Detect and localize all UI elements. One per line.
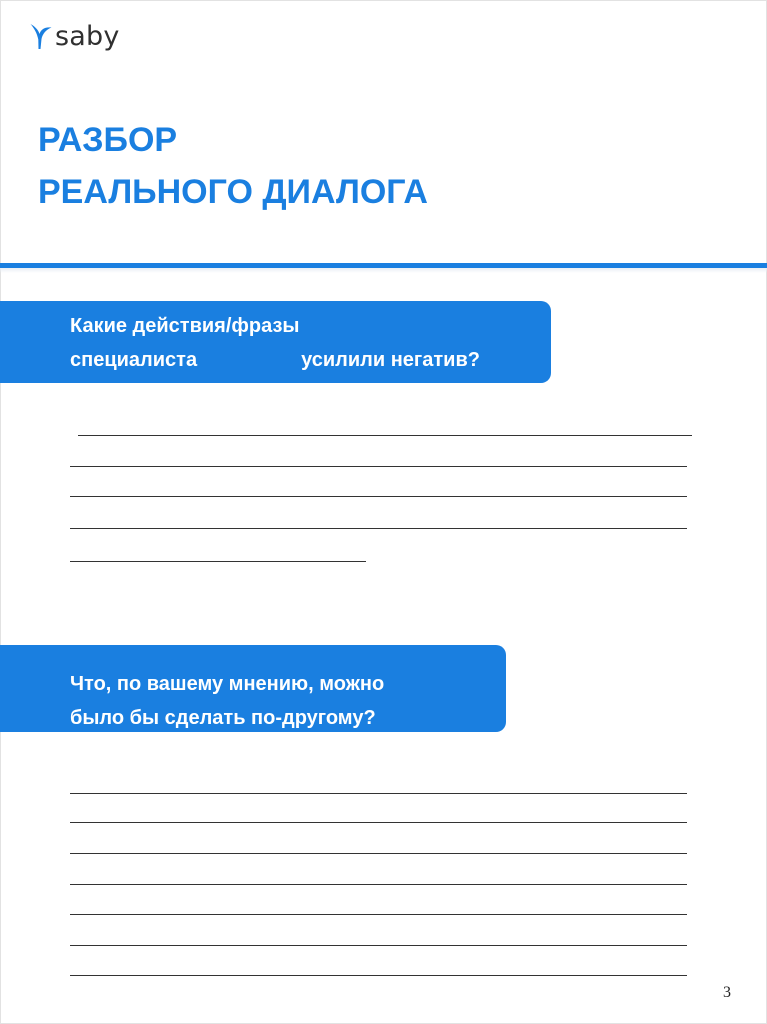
- answer-line[interactable]: [70, 853, 687, 854]
- page-title: [38, 114, 428, 218]
- answer-line[interactable]: [70, 945, 687, 946]
- question-1-line2-part1: специалиста: [70, 349, 198, 371]
- question-1-line2-part2: усилили негатив?: [301, 349, 480, 371]
- answer-line[interactable]: [70, 884, 687, 885]
- answer-line[interactable]: [70, 528, 687, 529]
- page-title-line1: РАЗБОР: [38, 121, 178, 159]
- page-number: 3: [723, 984, 731, 1001]
- answer-line[interactable]: [70, 914, 687, 915]
- answer-line[interactable]: [70, 561, 366, 562]
- header-divider-shadow: [0, 268, 767, 273]
- question-1-line2: [70, 343, 480, 377]
- page-title-line2: РЕАЛЬНОГО ДИАЛОГА: [38, 173, 428, 211]
- answer-line[interactable]: [70, 466, 687, 467]
- answer-line[interactable]: [70, 975, 687, 976]
- saby-bird-icon: [30, 22, 52, 50]
- answer-line[interactable]: [70, 496, 687, 497]
- question-2-line1: Что, по вашему мнению, можно: [70, 673, 385, 695]
- question-banner-1: [0, 301, 551, 383]
- question-1-line1: Какие действия/фразы: [70, 315, 300, 337]
- question-2-line2: было бы сделать по-другому?: [70, 707, 376, 729]
- question-banner-2: [0, 645, 506, 732]
- answer-line[interactable]: [70, 822, 687, 823]
- answer-line[interactable]: [70, 793, 687, 794]
- brand-name: saby: [55, 20, 120, 52]
- answer-line[interactable]: [78, 435, 692, 436]
- brand-logo: [30, 20, 120, 52]
